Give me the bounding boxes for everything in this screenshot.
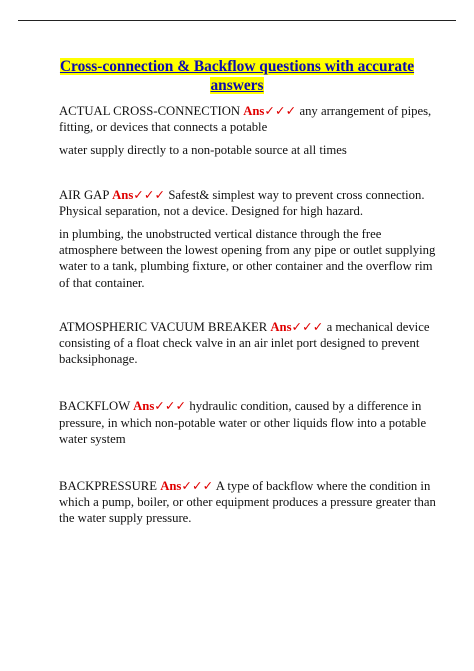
entry-answer: A type of backflow where the condition in which a pump, boiler, or other equipment produces a pressure greater than the water supply pressure. bbox=[59, 479, 436, 526]
entry-extra-paragraph: in plumbing, the unobstructed vertical distance through the free atmosphere between the lowest opening from any pipe or outlet supplying water to a tank, plumbing fixture, or other container and the overflow rim of that container. bbox=[59, 227, 436, 290]
entry-backpressure bbox=[59, 478, 436, 527]
ans-label: Ans bbox=[160, 479, 182, 494]
entry-air-gap bbox=[59, 187, 436, 291]
entry-term: AIR GAP bbox=[59, 187, 109, 202]
entry-answer-paragraph bbox=[59, 398, 436, 447]
entry-answer-paragraph bbox=[59, 103, 436, 135]
entry-atmospheric-vacuum-breaker bbox=[59, 319, 436, 368]
checkmark-icon: ✓✓✓ bbox=[133, 187, 166, 202]
ans-label: Ans bbox=[133, 399, 155, 414]
entry-backflow bbox=[59, 398, 436, 447]
entry-actual-cross-connection bbox=[59, 103, 436, 159]
entry-answer: any arrangement of pipes, fitting, or devices that connects a potable bbox=[59, 104, 432, 135]
document-title-text: Cross-connection & Backflow questions with accurate answers bbox=[59, 58, 415, 94]
entry-term: ACTUAL CROSS-CONNECTION bbox=[59, 104, 241, 118]
entry-answer: Safest& simplest way to prevent cross connection. Physical separation, not a device. Designed for high hazard. bbox=[59, 187, 425, 218]
entry-answer-paragraph bbox=[59, 319, 436, 368]
document-title bbox=[40, 57, 434, 95]
entry-extra-paragraph: water supply directly to a non-potable source at all times bbox=[59, 143, 347, 158]
checkmark-icon: ✓✓✓ bbox=[264, 104, 297, 118]
ans-label: Ans bbox=[270, 319, 292, 334]
entry-answer: a mechanical device consisting of a float check valve in an air inlet port designed to prevent backsiphonage. bbox=[59, 319, 430, 367]
checkmark-icon: ✓✓✓ bbox=[154, 399, 187, 414]
checkmark-icon: ✓✓✓ bbox=[181, 479, 214, 494]
entry-term: ATMOSPHERIC VACUUM BREAKER bbox=[59, 319, 268, 334]
checkmark-icon: ✓✓✓ bbox=[291, 319, 324, 334]
entry-answer-paragraph bbox=[59, 187, 436, 219]
entry-answer-paragraph bbox=[59, 478, 436, 527]
document-body bbox=[59, 103, 436, 527]
top-divider-line bbox=[18, 20, 456, 21]
entry-term: BACKPRESSURE bbox=[59, 479, 158, 494]
entry-term: BACKFLOW bbox=[59, 399, 130, 414]
ans-label: Ans bbox=[112, 187, 134, 202]
entry-answer: hydraulic condition, caused by a difference in pressure, in which non-potable water or other liquids flow into a potable water system bbox=[59, 399, 427, 446]
ans-label: Ans bbox=[243, 104, 265, 118]
